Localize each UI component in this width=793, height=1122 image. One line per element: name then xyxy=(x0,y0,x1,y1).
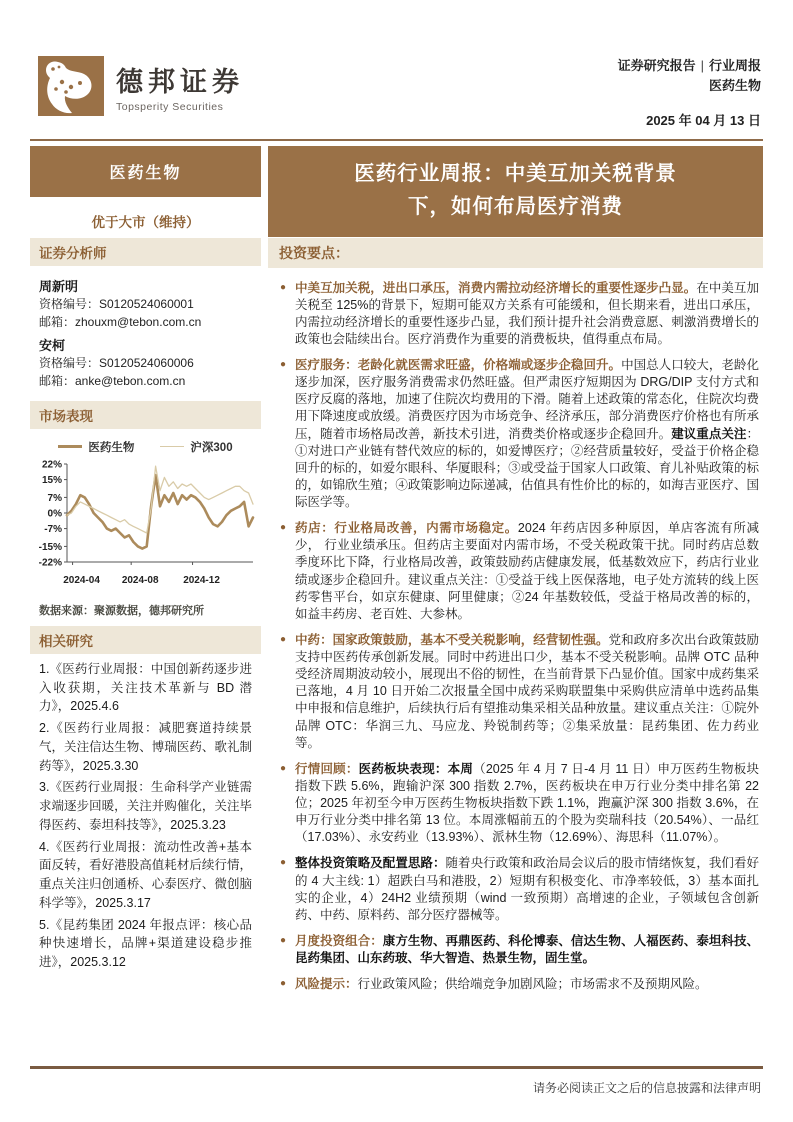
bullet-dot-icon: ● xyxy=(280,857,287,869)
bullet-segment: 中药：国家政策鼓励，基本不受关税影响，经营韧性强。 xyxy=(295,632,609,647)
bullet-segment: 医药板块表现：本周 xyxy=(358,761,474,776)
footer-disclaimer: 请务必阅读正文之后的信息披露和法律声明 xyxy=(532,1081,761,1095)
svg-text:-15%: -15% xyxy=(38,541,62,553)
bullet-segment: 药店：行业格局改善，内需市场稳定。 xyxy=(295,521,518,536)
header-industry: 医药生物 xyxy=(708,77,761,93)
bullet-item xyxy=(280,520,759,623)
bullet-segment: 党和政府多次出台政策鼓励支持中医药传承创新发展。同时中药进出口少，基本不受关税影响。品牌 OTC 品种受经济周期波动较小，展现出不俗的韧性，在当前背景下凸显价值。国家中成药集采已落地，4 月 10 日开始二次报量全国中成药采购联盟集中采购供应清单中选药品集中申报和信息维护，后续执行后有望推动集采相关品种放量。建议重点关注：①院外品牌 OTC：华润三九、马应龙、羚锐制药等；②集采放量：昆药集团、佐力药业等。 xyxy=(295,632,759,750)
bullet-segment: 行情回顾： xyxy=(295,761,359,776)
report-type: 证券研究报告 xyxy=(617,58,696,73)
bullet-segment: 医疗服务：老龄化就医需求旺盛，价格端或逐步企稳回升。 xyxy=(295,358,622,372)
svg-text:2024-12: 2024-12 xyxy=(183,574,220,586)
svg-text:2024-04: 2024-04 xyxy=(63,574,100,586)
performance-chart-svg xyxy=(32,457,258,589)
report-title-line2: 下，如何布局医疗消费 xyxy=(408,195,623,219)
chart-svg-holder xyxy=(32,457,259,594)
bullet-segment: 整体投资策略及配置思路： xyxy=(295,856,446,871)
bullet-dot-icon: ● xyxy=(280,281,287,293)
chart-legend xyxy=(32,439,259,455)
logo-name-en: Topsperity Securities xyxy=(116,100,224,113)
analyst-section-title: 证券分析师 xyxy=(30,238,261,266)
leopard-logo-icon xyxy=(38,56,104,116)
svg-text:-22%: -22% xyxy=(38,557,62,569)
bullet-segment: 风险提示： xyxy=(295,977,358,992)
svg-text:-7%: -7% xyxy=(44,523,62,535)
header-separator: | xyxy=(700,58,704,73)
related-item: 1.《医药行业周报：中国创新药逐步进入收获期，关注技术革新与 BD 潜力》，2025.4.6 xyxy=(39,661,252,714)
bullet-item xyxy=(280,976,759,993)
market-section-title: 市场表现 xyxy=(30,401,261,429)
bullet-segment: 康方生物、再鼎医药、科伦博泰、信达生物、人福医药、泰坦科技、昆药集团、山东药玻、华大智造、热景生物，固生堂。 xyxy=(295,933,759,965)
analysts-list xyxy=(30,266,261,395)
bullet-item xyxy=(280,855,759,924)
market-chart xyxy=(30,429,261,620)
bullet-item xyxy=(280,761,759,847)
analyst-email: 邮箱：zhouxm@tebon.com.cn xyxy=(39,315,202,330)
analyst-item xyxy=(39,335,252,391)
report-title-line1: 医药行业周报：中美互加关税背景 xyxy=(354,161,677,185)
analyst-cert: 资格编号：S0120524060001 xyxy=(39,296,194,311)
legend-item xyxy=(58,439,134,455)
related-item: 4.《医药行业周报：流动性改善+基本面反转，看好港股高值耗材后续行情，重点关注归创通桥、心泰医疗、微创脑科学等》，2025.3.17 xyxy=(39,839,252,910)
logo-name-cn: 德邦证券 xyxy=(116,66,244,97)
bullet-dot-icon: ● xyxy=(280,762,287,774)
legend-label: 沪深300 xyxy=(190,441,233,454)
report-header xyxy=(0,0,793,131)
bullet-item xyxy=(280,280,759,349)
bullet-segment: 在中美互加关税至 125%的背景下，短期可能双方关系有可能缓和，但长期来看，进出口承压，内需拉动经济增长的重要性逐步凸显，我们预计提升社会消费意愿、刺激消费增长的政策也会陆续出台。医疗消费作为重要的消费板块，值得重点布局。 xyxy=(295,280,759,346)
analyst-name: 安柯 xyxy=(39,337,66,353)
bullet-segment: ：①对进口产业链有替代效应的标的，如爱博医疗；②经营质量较好，受益于价格企稳回升的标的，如爱尔眼科、华厦眼科；③或受益于国家人口政策、育儿补贴政策的标的，如锦欣生殖；④政策影响边际递减，估值具有性价比的标的，如海吉亚医疗、国际医学等。 xyxy=(295,426,759,509)
chart-source: 数据来源：聚源数据，德邦研究所 xyxy=(39,604,204,617)
report-category: 行业周报 xyxy=(708,58,761,73)
analyst-item xyxy=(39,276,252,332)
legend-swatch xyxy=(58,445,82,448)
svg-text:22%: 22% xyxy=(41,459,62,471)
legend-item xyxy=(160,439,232,455)
analyst-cert: 资格编号：S0120524060006 xyxy=(39,355,194,370)
related-item: 2.《医药行业周报：减肥赛道持续景气，关注信达生物、博瑞医药、歌礼制药等》，2025.3.30 xyxy=(39,721,252,773)
page-footer xyxy=(30,1066,763,1096)
report-date: 2025 年 04 月 13 日 xyxy=(646,113,761,128)
analyst-name: 周新明 xyxy=(39,278,79,294)
svg-text:15%: 15% xyxy=(41,474,62,486)
bullet-item xyxy=(280,357,759,511)
bullets-list xyxy=(268,268,763,994)
svg-text:7%: 7% xyxy=(47,492,62,504)
bullet-segment: 建议重点关注 xyxy=(671,426,747,441)
bullet-dot-icon: ● xyxy=(280,633,287,645)
bullet-segment: 行业政策风险；供给端竞争加剧风险；市场需求不及预期风险。 xyxy=(357,977,708,992)
bullet-dot-icon: ● xyxy=(280,522,287,534)
bullet-segment: 月度投资组合： xyxy=(295,933,383,948)
invest-points-header: 投资要点： xyxy=(268,238,763,268)
bullet-dot-icon: ● xyxy=(280,978,287,990)
brand-logo xyxy=(38,56,244,116)
related-section-title: 相关研究 xyxy=(30,626,261,654)
analyst-email: 邮箱：anke@tebon.com.cn xyxy=(39,374,186,389)
svg-text:0%: 0% xyxy=(47,508,62,520)
bullet-dot-icon: ● xyxy=(280,934,287,946)
industry-box: 医药生物 xyxy=(30,146,261,197)
related-item: 3.《医药行业周报：生命科学产业链需求端逐步回暖，关注并购催化，关注毕得医药、泰坦科技等》，2025.3.23 xyxy=(39,780,252,832)
bullet-segment: 中国总人口较大，老龄化逐步加深，医疗服务消费需求仍然旺盛。但严肃医疗短期因为 DRG/DIP 支付方式和医疗反腐的落地，加速了住院次均费用的下滑。随着上述政策的常态化，住院次均费用下降速度或放缓。消费医疗因为市场竞争、经济承压，部分消费医疗价格也有所承压，随着市场格局改善，新技术引进，消费类价格或逐步企稳回升。 xyxy=(295,358,759,441)
related-list xyxy=(30,654,261,972)
sidebar xyxy=(30,238,261,975)
bullet-item xyxy=(280,632,759,752)
report-title xyxy=(268,146,763,237)
legend-label: 医药生物 xyxy=(88,441,135,454)
svg-text:2024-08: 2024-08 xyxy=(121,574,159,586)
bullet-dot-icon: ● xyxy=(280,359,287,370)
bullet-segment: 随着央行政策和政治局会议后的股市情绪恢复，我们看好的 4 大主线: 1）超跌白马和港股，2）短期有积极变化、市净率较低，3）基本面扎实的企业，4）24H2 业绩预期（wind 一致预期）高增速的企业，子领域包含创新药、中药、原料药、部分医疗器械等。 xyxy=(295,856,759,922)
legend-swatch xyxy=(160,446,184,447)
bullet-segment: 2024 年药店因多种原因，单店客流有所减少， 行业业绩承压。但药店主要面对内需市场，不受关税政策干扰。同时药店总数季度环比下降，行业格局改善，政策鼓励药店健康发展，低基数效应下，药店行业业绩或逐步企稳回升。建议重点关注：①受益于线上医保落地，电子处方流转的线上医药零售平台，如京东健康、阿里健康；②24 年基数较低，受益于格局改善的标的，如益丰药房、老百姓、大参林。 xyxy=(295,521,759,621)
bullet-segment: 中美互加关税，进出口承压，消费内需拉动经济增长的重要性逐步凸显。 xyxy=(295,280,697,295)
bullet-item xyxy=(280,933,759,967)
main-content xyxy=(268,238,763,1003)
bullet-segment: （2025 年 4 月 7 日-4 月 11 日）申万医药生物板块指数下跌 5.6%，跑输沪深 300 指数 2.7%，医药板块在申万行业分类中排名第 22 位；2025 年初至今申万医药生物板块指数下跌 1.1%，跑赢沪深 300 指数 3.6%，在申万行业分类中排名第 13 位。本周涨幅前五的个股为奕瑞科技（20.54%）、一品红（17.03%）、永安药业（13.93%）、派林生物（12.69%）、海思科（11.07%）。 xyxy=(295,761,759,845)
rating-badge: 优于大市（维持） xyxy=(91,214,200,230)
report-type-line xyxy=(618,56,761,76)
related-item: 5.《昆药集团 2024 年报点评：核心品种快速增长，品牌+渠道建设稳步推进》，2025.3.12 xyxy=(39,917,252,970)
